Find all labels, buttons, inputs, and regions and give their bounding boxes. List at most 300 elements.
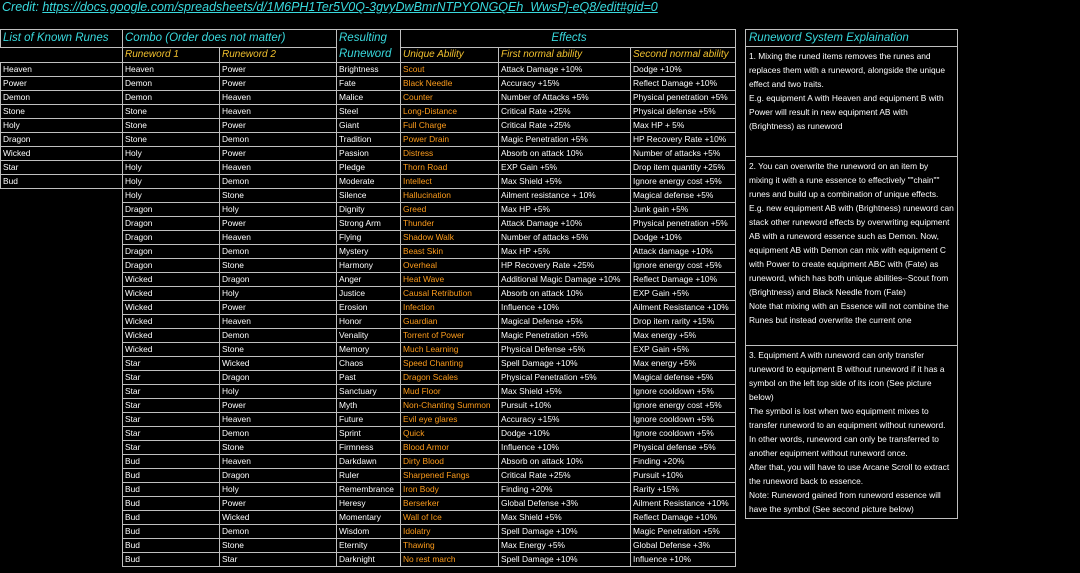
rune-1-cell: Star (123, 385, 220, 399)
table-row (1, 287, 736, 301)
unique-ability-cell: Black Needle (401, 77, 499, 91)
rune-2-cell: Demon (220, 427, 337, 441)
header-second-ability: Second normal ability (631, 47, 736, 62)
first-ability-cell: Absorb on attack 10% (499, 455, 631, 469)
table-row (1, 259, 736, 273)
table-row (1, 385, 736, 399)
result-runeword-cell: Strong Arm (337, 217, 401, 231)
rune-2-cell: Demon (220, 245, 337, 259)
result-runeword-cell: Heresy (337, 497, 401, 511)
first-ability-cell: Max Shield +5% (499, 385, 631, 399)
known-rune-cell (1, 497, 123, 511)
rune-1-cell: Bud (123, 553, 220, 567)
rune-1-cell: Star (123, 441, 220, 455)
unique-ability-cell: Causal Retribution (401, 287, 499, 301)
rune-2-cell: Holy (220, 483, 337, 497)
rune-2-cell: Holy (220, 203, 337, 217)
second-ability-cell: Magical defense +5% (631, 189, 736, 203)
known-rune-cell (1, 189, 123, 203)
unique-ability-cell: Infection (401, 301, 499, 315)
rune-1-cell: Stone (123, 119, 220, 133)
first-ability-cell: Attack Damage +10% (499, 63, 631, 77)
result-runeword-cell: Harmony (337, 259, 401, 273)
explanation-text: Note that mixing with an Essence will not combine the Runes but instead overwrite the current one (749, 301, 949, 325)
table-row (1, 455, 736, 469)
unique-ability-cell: Dirty Blood (401, 455, 499, 469)
known-rune-cell (1, 273, 123, 287)
known-rune-cell (1, 231, 123, 245)
second-ability-cell: Reflect Damage +10% (631, 77, 736, 91)
known-rune-cell (1, 259, 123, 273)
rune-1-cell: Holy (123, 175, 220, 189)
known-rune-cell (1, 245, 123, 259)
rune-1-cell: Star (123, 427, 220, 441)
first-ability-cell: Spell Damage +10% (499, 357, 631, 371)
result-runeword-cell: Mystery (337, 245, 401, 259)
first-ability-cell: Pursuit +10% (499, 399, 631, 413)
first-ability-cell: HP Recovery Rate +25% (499, 259, 631, 273)
result-runeword-cell: Chaos (337, 357, 401, 371)
rune-2-cell: Wicked (220, 357, 337, 371)
second-ability-cell: Physical defense +5% (631, 441, 736, 455)
unique-ability-cell: Wall of Ice (401, 511, 499, 525)
rune-2-cell: Holy (220, 287, 337, 301)
first-ability-cell: Physical Defense +5% (499, 343, 631, 357)
rune-2-cell: Power (220, 147, 337, 161)
second-ability-cell: Global Defense +3% (631, 539, 736, 553)
rune-2-cell: Dragon (220, 273, 337, 287)
rune-1-cell: Demon (123, 91, 220, 105)
first-ability-cell: Number of Attacks +5% (499, 91, 631, 105)
header-combo: Combo (Order does not matter) (123, 30, 337, 48)
known-rune-cell (1, 203, 123, 217)
header-runeword-1: Runeword 1 (123, 47, 220, 62)
rune-1-cell: Heaven (123, 63, 220, 77)
rune-1-cell: Holy (123, 161, 220, 175)
result-runeword-cell: Ruler (337, 469, 401, 483)
table-row (1, 133, 736, 147)
table-row (1, 357, 736, 371)
table-row (1, 203, 736, 217)
rune-2-cell: Demon (220, 133, 337, 147)
unique-ability-cell: Dragon Scales (401, 371, 499, 385)
first-ability-cell: Max Shield +5% (499, 511, 631, 525)
rune-1-cell: Wicked (123, 343, 220, 357)
explanation-text: E.g. equipment A with Heaven and equipment B with Power will result in new equipment AB with (Brightness) as runeword (749, 93, 944, 131)
result-runeword-cell: Future (337, 413, 401, 427)
known-rune-cell (1, 553, 123, 567)
second-ability-cell: EXP Gain +5% (631, 287, 736, 301)
second-ability-cell: Ignore energy cost +5% (631, 399, 736, 413)
result-runeword-cell: Passion (337, 147, 401, 161)
first-ability-cell: Dodge +10% (499, 427, 631, 441)
unique-ability-cell: Shadow Walk (401, 231, 499, 245)
rune-2-cell: Stone (220, 343, 337, 357)
unique-ability-cell: Quick (401, 427, 499, 441)
rune-1-cell: Star (123, 357, 220, 371)
table-row (1, 497, 736, 511)
rune-2-cell: Stone (220, 539, 337, 553)
table-row (1, 231, 736, 245)
table-row (1, 343, 736, 357)
known-rune-cell (1, 357, 123, 371)
first-ability-cell: Influence +10% (499, 301, 631, 315)
unique-ability-cell: Counter (401, 91, 499, 105)
known-rune-cell (1, 539, 123, 553)
first-ability-cell: Critical Rate +25% (499, 105, 631, 119)
result-runeword-cell: Malice (337, 91, 401, 105)
unique-ability-cell: Idolatry (401, 525, 499, 539)
known-rune-cell (1, 469, 123, 483)
unique-ability-cell: Thawing (401, 539, 499, 553)
unique-ability-cell: Blood Armor (401, 441, 499, 455)
first-ability-cell: Magical Defense +5% (499, 315, 631, 329)
explanation-section-3 (746, 346, 958, 519)
table-row (1, 539, 736, 553)
second-ability-cell: Physical defense +5% (631, 105, 736, 119)
second-ability-cell: Attack damage +10% (631, 245, 736, 259)
second-ability-cell: Max energy +5% (631, 329, 736, 343)
unique-ability-cell: Overheal (401, 259, 499, 273)
unique-ability-cell: Thorn Road (401, 161, 499, 175)
second-ability-cell: HP Recovery Rate +10% (631, 133, 736, 147)
known-rune-cell (1, 427, 123, 441)
credit-link[interactable]: https://docs.google.com/spreadsheets/d/1M6PH1Ter5V0Q-3gvyDwBmrNTPYONGQEh_WwsPj-eQ8/edit#gid=0 (42, 0, 658, 14)
known-rune-cell: Power (1, 77, 123, 91)
unique-ability-cell: Guardian (401, 315, 499, 329)
known-rune-cell (1, 301, 123, 315)
rune-1-cell: Bud (123, 511, 220, 525)
result-runeword-cell: Sprint (337, 427, 401, 441)
header-runeword-2: Runeword 2 (220, 47, 337, 62)
rune-1-cell: Holy (123, 189, 220, 203)
result-runeword-cell: Memory (337, 343, 401, 357)
rune-1-cell: Bud (123, 539, 220, 553)
second-ability-cell: Influence +10% (631, 553, 736, 567)
header-effects: Effects (401, 30, 736, 48)
runeword-table (0, 29, 736, 567)
credit-line (2, 0, 658, 16)
second-ability-cell: Reflect Damage +10% (631, 273, 736, 287)
unique-ability-cell: Intellect (401, 175, 499, 189)
second-ability-cell: Ignore cooldown +5% (631, 385, 736, 399)
rune-2-cell: Heaven (220, 91, 337, 105)
header-resulting-runeword: Resulting Runeword (337, 30, 401, 63)
rune-2-cell: Holy (220, 385, 337, 399)
first-ability-cell: Accuracy +15% (499, 413, 631, 427)
explanation-text: The symbol is lost when two equipment mixes to transfer runeword to an equipment without runeword. In other words, runeword can only be transferred to another equipment without runeword once. (749, 406, 946, 458)
second-ability-cell: Ignore cooldown +5% (631, 427, 736, 441)
first-ability-cell: Attack Damage +10% (499, 217, 631, 231)
explanation-text: 2. You can overwrite the runeword on an item by mixing it with a rune essence to effectively ""chain"" runes and build up a combination of unique effects. (749, 161, 940, 199)
second-ability-cell: Physical penetration +5% (631, 91, 736, 105)
unique-ability-cell: Greed (401, 203, 499, 217)
rune-2-cell: Heaven (220, 315, 337, 329)
known-rune-cell (1, 455, 123, 469)
table-row (1, 469, 736, 483)
known-rune-cell (1, 217, 123, 231)
unique-ability-cell: Beast Skin (401, 245, 499, 259)
first-ability-cell: Global Defense +3% (499, 497, 631, 511)
table-row (1, 511, 736, 525)
first-ability-cell: EXP Gain +5% (499, 161, 631, 175)
second-ability-cell: Magical defense +5% (631, 371, 736, 385)
rune-2-cell: Demon (220, 525, 337, 539)
result-runeword-cell: Momentary (337, 511, 401, 525)
result-runeword-cell: Flying (337, 231, 401, 245)
rune-2-cell: Stone (220, 259, 337, 273)
known-rune-cell (1, 441, 123, 455)
second-ability-cell: Max HP + 5% (631, 119, 736, 133)
result-runeword-cell: Fate (337, 77, 401, 91)
table-row (1, 371, 736, 385)
table-row (1, 147, 736, 161)
result-runeword-cell: Justice (337, 287, 401, 301)
first-ability-cell: Absorb on attack 10% (499, 147, 631, 161)
result-runeword-cell: Erosion (337, 301, 401, 315)
rune-2-cell: Demon (220, 329, 337, 343)
result-runeword-cell: Anger (337, 273, 401, 287)
known-rune-cell (1, 329, 123, 343)
table-row (1, 315, 736, 329)
first-ability-cell: Max HP +5% (499, 245, 631, 259)
known-rune-cell: Demon (1, 91, 123, 105)
rune-2-cell: Power (220, 217, 337, 231)
table-row (1, 63, 736, 77)
rune-1-cell: Dragon (123, 259, 220, 273)
result-runeword-cell: Remembrance (337, 483, 401, 497)
rune-2-cell: Power (220, 497, 337, 511)
rune-2-cell: Heaven (220, 231, 337, 245)
rune-1-cell: Stone (123, 105, 220, 119)
first-ability-cell: Critical Rate +25% (499, 469, 631, 483)
table-row (1, 119, 736, 133)
rune-2-cell: Power (220, 77, 337, 91)
table-row (1, 329, 736, 343)
known-rune-cell (1, 343, 123, 357)
second-ability-cell: Ailment Resistance +10% (631, 497, 736, 511)
table-row (1, 483, 736, 497)
second-ability-cell: Ailment Resistance +10% (631, 301, 736, 315)
explanation-title: Runeword System Explaination (746, 30, 958, 47)
first-ability-cell: Accuracy +15% (499, 77, 631, 91)
table-row (1, 189, 736, 203)
result-runeword-cell: Eternity (337, 539, 401, 553)
unique-ability-cell: Evil eye glares (401, 413, 499, 427)
rune-1-cell: Wicked (123, 301, 220, 315)
rune-1-cell: Bud (123, 469, 220, 483)
rune-1-cell: Star (123, 371, 220, 385)
rune-1-cell: Star (123, 413, 220, 427)
second-ability-cell: Dodge +10% (631, 63, 736, 77)
second-ability-cell: Ignore cooldown +5% (631, 413, 736, 427)
table-row (1, 245, 736, 259)
explanation-text: 1. Mixing the runed items removes the runes and replaces them with a runeword, alongside the unique effect and two traits. (749, 51, 946, 89)
second-ability-cell: Max energy +5% (631, 357, 736, 371)
rune-2-cell: Power (220, 301, 337, 315)
rune-2-cell: Demon (220, 175, 337, 189)
first-ability-cell: Additional Magic Damage +10% (499, 273, 631, 287)
result-runeword-cell: Firmness (337, 441, 401, 455)
rune-1-cell: Bud (123, 497, 220, 511)
explanation-text: After that, you will have to use Arcane Scroll to extract the runeword back to essence. (749, 462, 950, 486)
header-first-ability: First normal ability (499, 47, 631, 62)
known-rune-cell (1, 525, 123, 539)
unique-ability-cell: Heat Wave (401, 273, 499, 287)
rune-1-cell: Wicked (123, 329, 220, 343)
first-ability-cell: Max Energy +5% (499, 539, 631, 553)
rune-1-cell: Demon (123, 77, 220, 91)
unique-ability-cell: Berserker (401, 497, 499, 511)
first-ability-cell: Influence +10% (499, 441, 631, 455)
first-ability-cell: Finding +20% (499, 483, 631, 497)
result-runeword-cell: Brightness (337, 63, 401, 77)
unique-ability-cell: Scout (401, 63, 499, 77)
second-ability-cell: Rarity +15% (631, 483, 736, 497)
result-runeword-cell: Past (337, 371, 401, 385)
table-row (1, 273, 736, 287)
result-runeword-cell: Venality (337, 329, 401, 343)
rune-1-cell: Dragon (123, 217, 220, 231)
rune-2-cell: Power (220, 119, 337, 133)
header-unique-ability: Unique Ability (401, 47, 499, 62)
rune-1-cell: Bud (123, 525, 220, 539)
known-rune-cell: Star (1, 161, 123, 175)
explanation-text: Note: Runeword gained from runeword essence will have the symbol (See second picture below) (749, 490, 941, 514)
first-ability-cell: Ailment resistance + 10% (499, 189, 631, 203)
second-ability-cell: Magic Penetration +5% (631, 525, 736, 539)
unique-ability-cell: Power Drain (401, 133, 499, 147)
unique-ability-cell: Full Charge (401, 119, 499, 133)
unique-ability-cell: Long-Distance (401, 105, 499, 119)
unique-ability-cell: Mud Floor (401, 385, 499, 399)
explanation-text: E.g. new equipment AB with (Brightness) runeword can stack other runeword effects by overwriting equipment AB with a runeword essence such as Demon. Now, equipment AB with Demon can mix with equipment C with Power to create equipment ABC with (Fate) as runeword, which has both unique abilities--Scout from (Brightness) and Black Needle from (Fate) (749, 203, 954, 297)
unique-ability-cell: Sharpened Fangs (401, 469, 499, 483)
rune-1-cell: Star (123, 399, 220, 413)
table-row (1, 105, 736, 119)
first-ability-cell: Absorb on attack 10% (499, 287, 631, 301)
table-row (1, 553, 736, 567)
rune-1-cell: Bud (123, 455, 220, 469)
rune-2-cell: Stone (220, 189, 337, 203)
credit-label: Credit: (2, 0, 39, 14)
result-runeword-cell: Pledge (337, 161, 401, 175)
result-runeword-cell: Darkdawn (337, 455, 401, 469)
table-row (1, 301, 736, 315)
known-rune-cell: Bud (1, 175, 123, 189)
result-runeword-cell: Dignity (337, 203, 401, 217)
header-spacer (1, 47, 123, 62)
known-rune-cell (1, 385, 123, 399)
unique-ability-cell: Iron Body (401, 483, 499, 497)
explanation-section-1 (746, 47, 958, 157)
result-runeword-cell: Silence (337, 189, 401, 203)
second-ability-cell: Finding +20% (631, 455, 736, 469)
rune-2-cell: Dragon (220, 371, 337, 385)
unique-ability-cell: Non-Chanting Summon (401, 399, 499, 413)
result-runeword-cell: Darknight (337, 553, 401, 567)
rune-1-cell: Dragon (123, 203, 220, 217)
unique-ability-cell: Hallucination (401, 189, 499, 203)
result-runeword-cell: Tradition (337, 133, 401, 147)
known-rune-cell: Holy (1, 119, 123, 133)
table-row (1, 399, 736, 413)
explanation-section-2 (746, 157, 958, 346)
first-ability-cell: Number of attacks +5% (499, 231, 631, 245)
second-ability-cell: Drop item quantity +25% (631, 161, 736, 175)
rune-1-cell: Stone (123, 133, 220, 147)
rune-2-cell: Dragon (220, 469, 337, 483)
unique-ability-cell: Speed Chanting (401, 357, 499, 371)
result-runeword-cell: Moderate (337, 175, 401, 189)
second-ability-cell: Ignore energy cost +5% (631, 259, 736, 273)
result-runeword-cell: Honor (337, 315, 401, 329)
unique-ability-cell: No rest march (401, 553, 499, 567)
first-ability-cell: Spell Damage +10% (499, 553, 631, 567)
rune-2-cell: Stone (220, 441, 337, 455)
table-row (1, 77, 736, 91)
known-rune-cell: Heaven (1, 63, 123, 77)
first-ability-cell: Physical Penetration +5% (499, 371, 631, 385)
header-known-runes: List of Known Runes (1, 30, 123, 48)
second-ability-cell: Junk gain +5% (631, 203, 736, 217)
result-runeword-cell: Myth (337, 399, 401, 413)
unique-ability-cell: Distress (401, 147, 499, 161)
second-ability-cell: Physical penetration +5% (631, 217, 736, 231)
known-rune-cell (1, 399, 123, 413)
rune-2-cell: Wicked (220, 511, 337, 525)
first-ability-cell: Max Shield +5% (499, 175, 631, 189)
unique-ability-cell: Torrent of Power (401, 329, 499, 343)
result-runeword-cell: Wisdom (337, 525, 401, 539)
known-rune-cell (1, 413, 123, 427)
explanation-panel (745, 29, 958, 519)
unique-ability-cell: Thunder (401, 217, 499, 231)
first-ability-cell: Spell Damage +10% (499, 525, 631, 539)
table-row (1, 175, 736, 189)
table-row (1, 441, 736, 455)
known-rune-cell (1, 371, 123, 385)
first-ability-cell: Magic Penetration +5% (499, 329, 631, 343)
table-row (1, 413, 736, 427)
second-ability-cell: Pursuit +10% (631, 469, 736, 483)
rune-2-cell: Heaven (220, 455, 337, 469)
second-ability-cell: Drop item rarity +15% (631, 315, 736, 329)
second-ability-cell: Number of attacks +5% (631, 147, 736, 161)
rune-2-cell: Heaven (220, 105, 337, 119)
known-rune-cell: Dragon (1, 133, 123, 147)
known-rune-cell: Wicked (1, 147, 123, 161)
rune-2-cell: Power (220, 399, 337, 413)
rune-2-cell: Power (220, 63, 337, 77)
rune-1-cell: Wicked (123, 287, 220, 301)
result-runeword-cell: Giant (337, 119, 401, 133)
first-ability-cell: Critical Rate +25% (499, 119, 631, 133)
rune-2-cell: Heaven (220, 161, 337, 175)
second-ability-cell: Dodge +10% (631, 231, 736, 245)
rune-2-cell: Star (220, 553, 337, 567)
rune-2-cell: Heaven (220, 413, 337, 427)
result-runeword-cell: Steel (337, 105, 401, 119)
known-rune-cell (1, 511, 123, 525)
known-rune-cell: Stone (1, 105, 123, 119)
table-row (1, 217, 736, 231)
second-ability-cell: Ignore energy cost +5% (631, 175, 736, 189)
rune-1-cell: Bud (123, 483, 220, 497)
rune-1-cell: Wicked (123, 315, 220, 329)
known-rune-cell (1, 315, 123, 329)
result-runeword-cell: Sanctuary (337, 385, 401, 399)
